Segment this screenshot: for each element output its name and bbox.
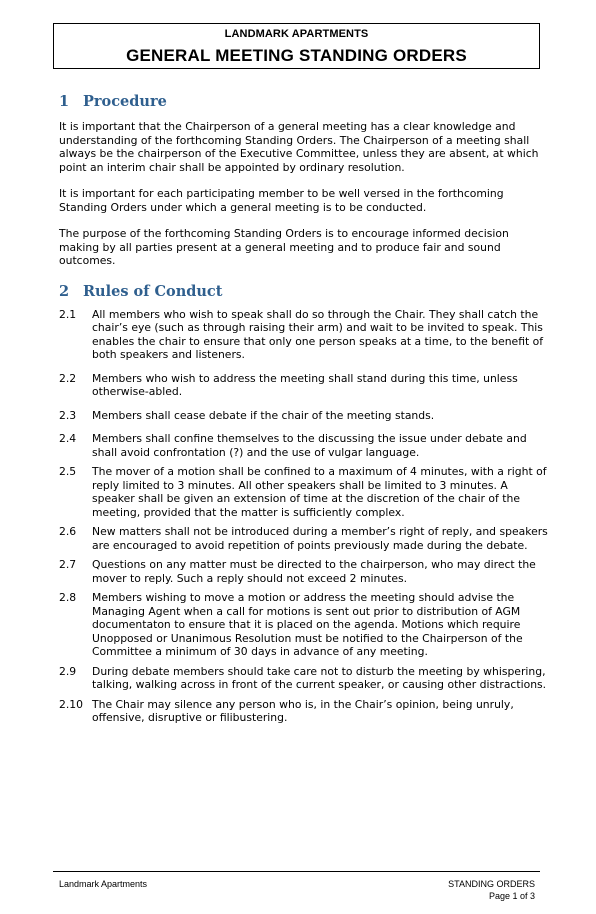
document-title: GENERAL MEETING STANDING ORDERS [126, 46, 467, 65]
rule-text: Members shall confine themselves to the discussing the issue under debate and shall avoid confrontation (?) and the use of vulgar language. [92, 432, 527, 459]
rule-number: 2.1 [59, 307, 77, 321]
section-number: 1 [59, 93, 70, 110]
section-heading-rules-of-conduct [59, 282, 551, 302]
rules-list [59, 308, 551, 725]
rule-text: Members wishing to move a motion or address the meeting should advise the Managing Agent when a call for motions is sent out prior to distribution of AGM documentaton to ensure that it is placed on the agenda. Motions which require Unopposed or Unanimous Resolution must be notified to the Chairperson of the Committee a minimum of 30 days in advance of any meeting. [92, 591, 523, 658]
list-item [59, 558, 551, 585]
document-body [59, 92, 551, 725]
page-number: Page 1 of 3 [488, 890, 535, 901]
section-number: 2 [59, 282, 70, 300]
rule-text: Questions on any matter must be directed to the chairperson, who may direct the mover to reply. Such a reply should not exceed 2 minutes. [92, 558, 536, 585]
rule-number: 2.10 [59, 697, 84, 711]
paragraph: It is important for each participating member to be well versed in the forthcoming Standing Orders under which a general meeting is to be conducted. [59, 187, 504, 214]
footer-divider [53, 871, 540, 872]
rule-number: 2.9 [59, 664, 77, 678]
footer-document-title: STANDING ORDERS [448, 879, 535, 889]
list-item [59, 308, 551, 362]
rule-text: The Chair may silence any person who is, in the Chair’s opinion, being unruly, offensive, disruptive or filibustering. [92, 697, 514, 724]
rule-number: 2.5 [59, 465, 77, 478]
list-item [59, 591, 551, 659]
paragraph: It is important that the Chairperson of a general meeting has a clear knowledge and understanding of the forthcoming Standing Orders. The Chairperson of a meeting shall always be the chairperson of the Executive Committee, unless they are absent, at which point an interim chair shall be appointed by ordinary resolution. [59, 120, 539, 174]
list-item [59, 372, 551, 399]
rule-text: All members who wish to speak shall do so through the Chair. They shall catch the chair’s eye (such as through raising their arm) and wait to be invited to speak. This enables the chair to ensure that only one person speaks at a time, to the benefit of both speakers and listeners. [92, 307, 544, 361]
rule-number: 2.3 [59, 408, 77, 422]
footer-organization: Landmark Apartments [59, 879, 148, 889]
organization-name: LANDMARK APARTMENTS [224, 28, 369, 40]
rule-text: The mover of a motion shall be confined to a maximum of 4 minutes, with a right of reply limited to 3 minutes. All other speakers shall be limited to 3 minutes. A speaker shall be given an extension of time at the discretion of the chair of the meeting, provided that the matter is sufficiently complex. [92, 465, 547, 519]
rule-text: During debate members should take care not to disturb the meeting by whispering, talking, walking across in front of the current speaker, or causing other distractions. [92, 664, 547, 691]
list-item [59, 698, 551, 725]
list-item [59, 432, 551, 459]
footer-page-info [448, 879, 535, 902]
section-title: Rules of Conduct [83, 282, 223, 300]
paragraph: The purpose of the forthcoming Standing Orders is to encourage informed decision making by all parties present at a general meeting and to produce fair and sound outcomes. [59, 227, 509, 267]
rule-number: 2.8 [59, 591, 77, 604]
section-heading-procedure [59, 92, 551, 112]
document-header [53, 23, 540, 69]
rule-number: 2.6 [59, 525, 77, 538]
list-item [59, 525, 551, 552]
rule-number: 2.7 [59, 558, 77, 571]
list-item [59, 409, 551, 423]
list-item [59, 465, 551, 519]
rule-number: 2.2 [59, 371, 77, 385]
rule-text: Members shall cease debate if the chair of the meeting stands. [92, 408, 435, 422]
rule-number: 2.4 [59, 432, 77, 445]
section-title: Procedure [83, 93, 167, 110]
rule-text: New matters shall not be introduced during a member’s right of reply, and speakers are encouraged to avoid repetition of points previously made during the debate. [92, 525, 548, 552]
rule-text: Members who wish to address the meeting shall stand during this time, unless otherwise-abled. [92, 371, 518, 398]
list-item [59, 665, 551, 692]
